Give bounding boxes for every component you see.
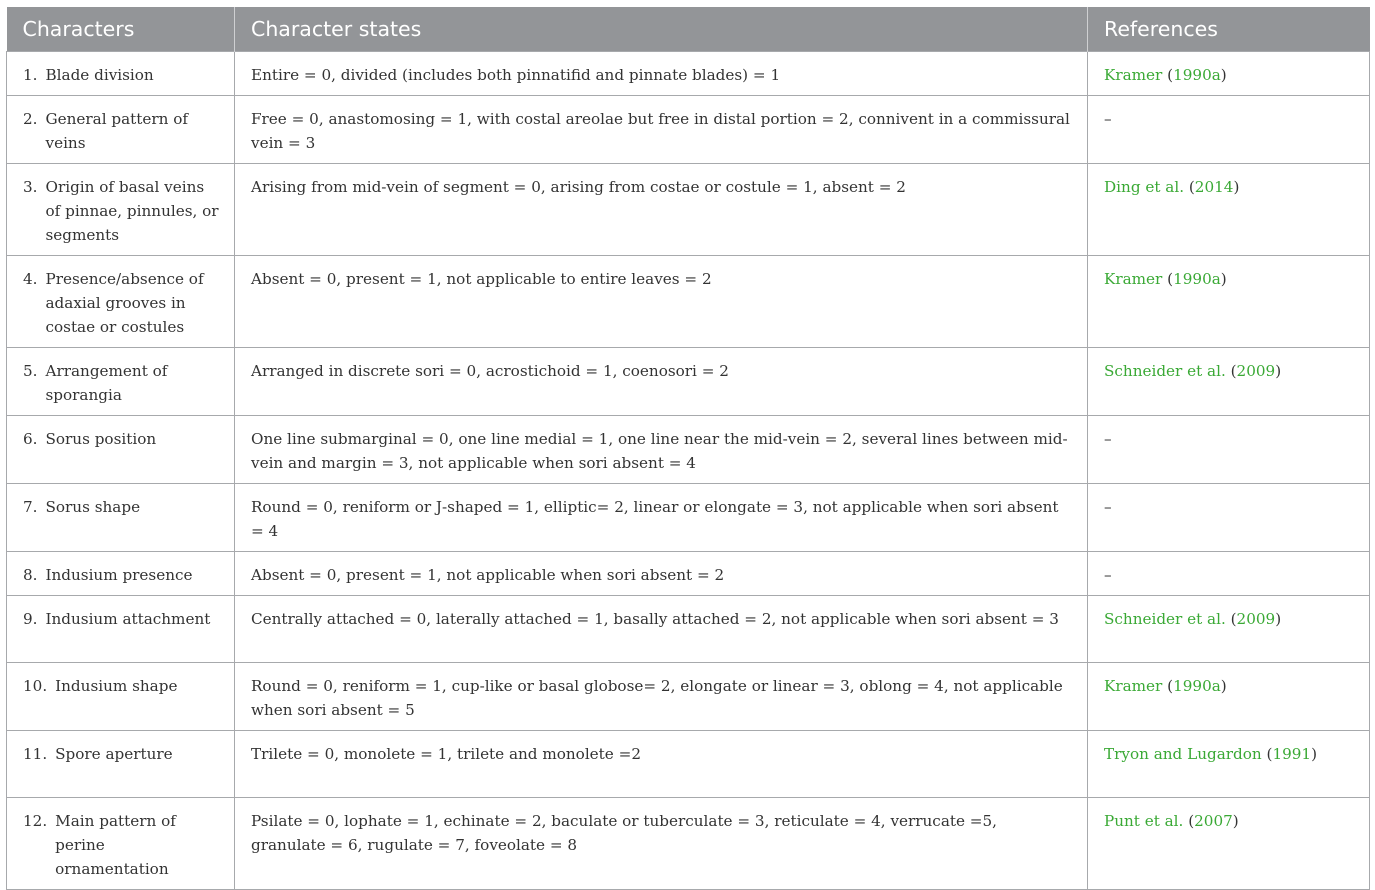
character-states-cell: Entire = 0, divided (includes both pinnatifid and pinnate blades) = 1 [235, 52, 1088, 96]
character-number: 4. [23, 270, 38, 288]
character-name: Sorus position [45, 430, 157, 448]
reference-none: – [1104, 110, 1112, 128]
reference-close-paren: ) [1275, 362, 1282, 380]
reference-year-link[interactable]: 1990a [1173, 66, 1221, 84]
character-entry [23, 563, 220, 587]
character-entry [23, 427, 220, 451]
reference-cell [1088, 416, 1370, 484]
reference-cell [1088, 164, 1370, 256]
reference-cell [1088, 96, 1370, 164]
reference-year-link[interactable]: 1990a [1173, 270, 1221, 288]
reference-cell [1088, 552, 1370, 596]
reference-open-paren: ( [1188, 178, 1195, 196]
reference-cell [1088, 596, 1370, 663]
reference-year-link[interactable]: 2009 [1236, 610, 1276, 628]
reference-close-paren: ) [1275, 610, 1282, 628]
character-name: Origin of basal veins of pinnae, pinnules, or segments [45, 178, 219, 244]
character-number: 7. [23, 498, 38, 516]
character-name: Blade division [45, 66, 154, 84]
reference-open-paren: ( [1266, 745, 1273, 763]
character-entry [23, 359, 220, 407]
character-name: Indusium attachment [45, 610, 211, 628]
reference-cell [1088, 731, 1370, 798]
reference-author-link[interactable]: Punt et al. [1104, 812, 1184, 830]
character-entry [23, 107, 220, 155]
character-cell [7, 596, 235, 663]
character-number: 9. [23, 610, 38, 628]
reference-none: – [1104, 566, 1112, 584]
character-name: General pattern of veins [45, 110, 188, 152]
reference-none: – [1104, 498, 1112, 516]
character-entry [23, 809, 220, 881]
table-row [7, 798, 1370, 890]
header-row [7, 7, 1370, 52]
reference-year-link[interactable]: 2007 [1194, 812, 1233, 830]
character-cell [7, 52, 235, 96]
character-cell [7, 798, 235, 890]
character-number: 12. [23, 812, 48, 830]
character-entry [23, 495, 220, 519]
reference-year-link[interactable]: 1990a [1173, 677, 1221, 695]
reference-open-paren: ( [1230, 362, 1237, 380]
table-row [7, 96, 1370, 164]
table-row [7, 416, 1370, 484]
reference-author-link[interactable]: Kramer [1104, 677, 1163, 695]
table-row [7, 164, 1370, 256]
character-number: 2. [23, 110, 38, 128]
character-cell [7, 256, 235, 348]
character-cell [7, 552, 235, 596]
character-number: 8. [23, 566, 38, 584]
character-entry [23, 742, 220, 766]
reference-open-paren: ( [1230, 610, 1237, 628]
character-entry [23, 175, 220, 247]
characters-table [6, 7, 1370, 890]
character-cell [7, 484, 235, 552]
header-character-states: Character states [235, 7, 1088, 52]
character-states-cell: Free = 0, anastomosing = 1, with costal areolae but free in distal portion = 2, connivent in a commissural vein = 3 [235, 96, 1088, 164]
reference-year-link[interactable]: 2014 [1194, 178, 1234, 196]
character-entry [23, 607, 220, 631]
reference-close-paren: ) [1233, 178, 1240, 196]
reference-close-paren: ) [1220, 270, 1227, 288]
character-states-cell: One line submarginal = 0, one line medial = 1, one line near the mid-vein = 2, several lines between mid-vein and margin = 3, not applicable when sori absent = 4 [235, 416, 1088, 484]
character-name: Arrangement of sporangia [45, 362, 168, 404]
table-row [7, 52, 1370, 96]
character-entry [23, 267, 220, 339]
reference-cell [1088, 484, 1370, 552]
reference-close-paren: ) [1311, 745, 1318, 763]
reference-close-paren: ) [1220, 66, 1227, 84]
character-states-cell: Round = 0, reniform or J-shaped = 1, elliptic= 2, linear or elongate = 3, not applicable when sori absent = 4 [235, 484, 1088, 552]
header-references: References [1088, 7, 1370, 52]
reference-close-paren: ) [1220, 677, 1227, 695]
reference-cell [1088, 348, 1370, 416]
character-name: Spore aperture [55, 745, 173, 763]
character-cell [7, 663, 235, 731]
reference-open-paren: ( [1188, 812, 1195, 830]
character-states-cell: Arranged in discrete sori = 0, acrostichoid = 1, coenosori = 2 [235, 348, 1088, 416]
table-row [7, 552, 1370, 596]
table-row [7, 348, 1370, 416]
reference-author-link[interactable]: Schneider et al. [1104, 610, 1226, 628]
reference-cell [1088, 663, 1370, 731]
character-states-cell: Absent = 0, present = 1, not applicable when sori absent = 2 [235, 552, 1088, 596]
character-states-cell: Round = 0, reniform = 1, cup-like or basal globose= 2, elongate or linear = 3, oblong = 4, not applicable when sori absent = 5 [235, 663, 1088, 731]
table-row [7, 596, 1370, 663]
reference-open-paren: ( [1167, 270, 1174, 288]
reference-open-paren: ( [1167, 66, 1174, 84]
character-name: Indusium presence [45, 566, 193, 584]
character-name: Main pattern of perine ornamentation [55, 812, 176, 878]
characters-table-container [6, 7, 1369, 890]
reference-close-paren: ) [1232, 812, 1239, 830]
reference-year-link[interactable]: 2009 [1236, 362, 1276, 380]
table-body [7, 52, 1370, 890]
character-entry [23, 63, 220, 87]
table-row [7, 256, 1370, 348]
character-number: 5. [23, 362, 38, 380]
character-cell [7, 164, 235, 256]
header-characters: Characters [7, 7, 235, 52]
character-cell [7, 348, 235, 416]
character-number: 1. [23, 66, 38, 84]
character-cell [7, 96, 235, 164]
character-states-cell: Trilete = 0, monolete = 1, trilete and monolete =2 [235, 731, 1088, 798]
character-number: 10. [23, 677, 48, 695]
reference-author-link[interactable]: Kramer [1104, 66, 1163, 84]
character-number: 6. [23, 430, 38, 448]
character-states-cell: Centrally attached = 0, laterally attached = 1, basally attached = 2, not applicable when sori absent = 3 [235, 596, 1088, 663]
reference-cell [1088, 52, 1370, 96]
reference-cell [1088, 256, 1370, 348]
reference-author-link[interactable]: Kramer [1104, 270, 1163, 288]
table-header [7, 7, 1370, 52]
table-row [7, 663, 1370, 731]
reference-author-link[interactable]: Ding et al. [1104, 178, 1185, 196]
reference-year-link[interactable]: 1991 [1272, 745, 1312, 763]
character-number: 11. [23, 745, 48, 763]
character-cell [7, 416, 235, 484]
character-states-cell: Arising from mid-vein of segment = 0, arising from costae or costule = 1, absent = 2 [235, 164, 1088, 256]
table-row [7, 484, 1370, 552]
table-row [7, 731, 1370, 798]
reference-author-link[interactable]: Tryon and Lugardon [1104, 745, 1262, 763]
character-number: 3. [23, 178, 38, 196]
character-cell [7, 731, 235, 798]
character-states-cell: Psilate = 0, lophate = 1, echinate = 2, baculate or tuberculate = 3, reticulate = 4, verrucate =5, granulate = 6, rugulate = 7, foveolate = 8 [235, 798, 1088, 890]
character-states-cell: Absent = 0, present = 1, not applicable to entire leaves = 2 [235, 256, 1088, 348]
reference-author-link[interactable]: Schneider et al. [1104, 362, 1226, 380]
character-name: Sorus shape [45, 498, 141, 516]
reference-open-paren: ( [1167, 677, 1174, 695]
character-name: Indusium shape [55, 677, 178, 695]
reference-none: – [1104, 430, 1112, 448]
character-name: Presence/absence of adaxial grooves in costae or costules [45, 270, 204, 336]
character-entry [23, 674, 220, 698]
reference-cell [1088, 798, 1370, 890]
